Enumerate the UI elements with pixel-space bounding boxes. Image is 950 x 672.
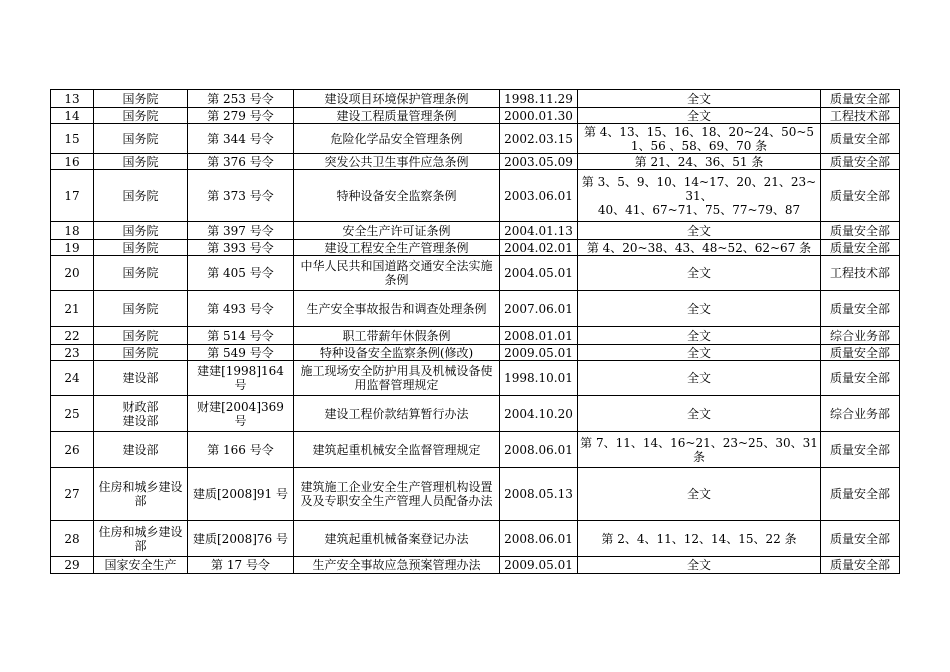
cell-dept: 质量安全部 — [821, 222, 900, 240]
cell-title: 建筑施工企业安全生产管理机构设置及及专职安全生产管理人员配备办法 — [294, 468, 500, 521]
cell-scope: 第 3、5、9、10、14~17、20、21、23~31、 40、41、67~71、75、77~79、87 — [578, 170, 821, 222]
cell-doc: 第 405 号令 — [188, 256, 294, 291]
cell-scope: 第 4、13、15、16、18、20~24、50~51、56 、58、69、70 条 — [578, 124, 821, 154]
cell-dept: 质量安全部 — [821, 124, 900, 154]
cell-dept: 质量安全部 — [821, 154, 900, 170]
table-row — [51, 345, 900, 361]
cell-scope: 全文 — [578, 291, 821, 327]
cell-dept: 工程技术部 — [821, 256, 900, 291]
cell-dept: 质量安全部 — [821, 345, 900, 361]
cell-dept: 质量安全部 — [821, 361, 900, 396]
cell-scope: 全文 — [578, 327, 821, 345]
table-row — [51, 468, 900, 521]
cell-title: 建设项目环境保护管理条例 — [294, 90, 500, 108]
cell-date: 2009.05.01 — [500, 557, 578, 574]
cell-no: 22 — [51, 327, 94, 345]
cell-title: 建设工程安全生产管理条例 — [294, 240, 500, 256]
cell-issuer: 住房和城乡建设部 — [94, 468, 188, 521]
table-row — [51, 361, 900, 396]
cell-date: 2009.05.01 — [500, 345, 578, 361]
cell-doc: 第 373 号令 — [188, 170, 294, 222]
cell-title: 特种设备安全监察条例(修改) — [294, 345, 500, 361]
cell-scope: 第 7、11、14、16~21、23~25、30、31 条 — [578, 432, 821, 468]
cell-scope: 第 4、20~38、43、48~52、62~67 条 — [578, 240, 821, 256]
cell-doc: 第 166 号令 — [188, 432, 294, 468]
cell-no: 13 — [51, 90, 94, 108]
cell-doc: 第 393 号令 — [188, 240, 294, 256]
cell-dept: 质量安全部 — [821, 432, 900, 468]
cell-scope: 全文 — [578, 361, 821, 396]
cell-no: 17 — [51, 170, 94, 222]
cell-date: 2004.01.13 — [500, 222, 578, 240]
cell-scope: 全文 — [578, 108, 821, 124]
cell-no: 16 — [51, 154, 94, 170]
cell-no: 27 — [51, 468, 94, 521]
cell-issuer: 国家安全生产 — [94, 557, 188, 574]
table-row — [51, 124, 900, 154]
cell-dept: 质量安全部 — [821, 291, 900, 327]
cell-title: 生产安全事故应急预案管理办法 — [294, 557, 500, 574]
cell-dept: 质量安全部 — [821, 557, 900, 574]
cell-date: 2004.02.01 — [500, 240, 578, 256]
cell-title: 建设工程价款结算暂行办法 — [294, 396, 500, 432]
cell-doc: 第 514 号令 — [188, 327, 294, 345]
cell-title: 特种设备安全监察条例 — [294, 170, 500, 222]
cell-no: 19 — [51, 240, 94, 256]
table-row — [51, 327, 900, 345]
cell-title: 职工带薪年休假条例 — [294, 327, 500, 345]
table-row — [51, 240, 900, 256]
cell-scope: 第 2、4、11、12、14、15、22 条 — [578, 521, 821, 557]
cell-doc: 第 397 号令 — [188, 222, 294, 240]
table-row — [51, 256, 900, 291]
cell-no: 14 — [51, 108, 94, 124]
cell-dept: 质量安全部 — [821, 240, 900, 256]
cell-dept: 质量安全部 — [821, 170, 900, 222]
cell-issuer: 财政部 建设部 — [94, 396, 188, 432]
cell-doc: 第 253 号令 — [188, 90, 294, 108]
cell-date: 2008.06.01 — [500, 432, 578, 468]
cell-scope: 全文 — [578, 468, 821, 521]
cell-no: 15 — [51, 124, 94, 154]
cell-no: 21 — [51, 291, 94, 327]
cell-doc: 建质[2008]91 号 — [188, 468, 294, 521]
cell-date: 2004.10.20 — [500, 396, 578, 432]
cell-date: 2003.05.09 — [500, 154, 578, 170]
cell-issuer: 国务院 — [94, 170, 188, 222]
cell-issuer: 国务院 — [94, 108, 188, 124]
cell-issuer: 建设部 — [94, 361, 188, 396]
cell-doc: 第 376 号令 — [188, 154, 294, 170]
cell-doc: 建建[1998]164 号 — [188, 361, 294, 396]
cell-date: 1998.10.01 — [500, 361, 578, 396]
cell-no: 28 — [51, 521, 94, 557]
cell-title: 安全生产许可证条例 — [294, 222, 500, 240]
cell-dept: 综合业务部 — [821, 396, 900, 432]
cell-issuer: 住房和城乡建设部 — [94, 521, 188, 557]
cell-issuer: 建设部 — [94, 432, 188, 468]
cell-issuer: 国务院 — [94, 345, 188, 361]
cell-no: 24 — [51, 361, 94, 396]
table-row — [51, 521, 900, 557]
cell-date: 2008.06.01 — [500, 521, 578, 557]
cell-date: 2002.03.15 — [500, 124, 578, 154]
table-row — [51, 291, 900, 327]
cell-issuer: 国务院 — [94, 90, 188, 108]
cell-title: 中华人民共和国道路交通安全法实施条例 — [294, 256, 500, 291]
table-row — [51, 432, 900, 468]
table-body — [51, 90, 900, 574]
cell-title: 施工现场安全防护用具及机械设备使用监督管理规定 — [294, 361, 500, 396]
cell-no: 26 — [51, 432, 94, 468]
cell-date: 1998.11.29 — [500, 90, 578, 108]
cell-date: 2000.01.30 — [500, 108, 578, 124]
cell-date: 2003.06.01 — [500, 170, 578, 222]
cell-title: 生产安全事故报告和调查处理条例 — [294, 291, 500, 327]
cell-doc: 第 279 号令 — [188, 108, 294, 124]
cell-title: 建筑起重机械安全监督管理规定 — [294, 432, 500, 468]
cell-issuer: 国务院 — [94, 291, 188, 327]
cell-title: 突发公共卫生事件应急条例 — [294, 154, 500, 170]
cell-doc: 财建[2004]369 号 — [188, 396, 294, 432]
cell-doc: 第 17 号令 — [188, 557, 294, 574]
cell-title: 建设工程质量管理条例 — [294, 108, 500, 124]
cell-doc: 第 549 号令 — [188, 345, 294, 361]
cell-dept: 质量安全部 — [821, 468, 900, 521]
table-row — [51, 90, 900, 108]
table-row — [51, 108, 900, 124]
cell-date: 2007.06.01 — [500, 291, 578, 327]
table-row — [51, 557, 900, 574]
cell-dept: 综合业务部 — [821, 327, 900, 345]
cell-doc: 建质[2008]76 号 — [188, 521, 294, 557]
cell-no: 18 — [51, 222, 94, 240]
cell-doc: 第 344 号令 — [188, 124, 294, 154]
cell-scope: 全文 — [578, 222, 821, 240]
cell-title: 建筑起重机械备案登记办法 — [294, 521, 500, 557]
cell-issuer: 国务院 — [94, 124, 188, 154]
cell-dept: 工程技术部 — [821, 108, 900, 124]
regulations-table — [50, 89, 900, 574]
cell-issuer: 国务院 — [94, 327, 188, 345]
cell-issuer: 国务院 — [94, 256, 188, 291]
cell-scope: 全文 — [578, 345, 821, 361]
cell-issuer: 国务院 — [94, 154, 188, 170]
cell-date: 2004.05.01 — [500, 256, 578, 291]
cell-doc: 第 493 号令 — [188, 291, 294, 327]
cell-scope: 全文 — [578, 557, 821, 574]
cell-dept: 质量安全部 — [821, 521, 900, 557]
cell-no: 20 — [51, 256, 94, 291]
cell-no: 29 — [51, 557, 94, 574]
cell-issuer: 国务院 — [94, 222, 188, 240]
cell-scope: 第 21、24、36、51 条 — [578, 154, 821, 170]
cell-scope: 全文 — [578, 256, 821, 291]
cell-title: 危险化学品安全管理条例 — [294, 124, 500, 154]
table-row — [51, 154, 900, 170]
cell-date: 2008.01.01 — [500, 327, 578, 345]
cell-no: 25 — [51, 396, 94, 432]
cell-date: 2008.05.13 — [500, 468, 578, 521]
cell-scope: 全文 — [578, 90, 821, 108]
cell-issuer: 国务院 — [94, 240, 188, 256]
cell-scope: 全文 — [578, 396, 821, 432]
table-row — [51, 170, 900, 222]
cell-dept: 质量安全部 — [821, 90, 900, 108]
table-row — [51, 396, 900, 432]
cell-no: 23 — [51, 345, 94, 361]
table-row — [51, 222, 900, 240]
